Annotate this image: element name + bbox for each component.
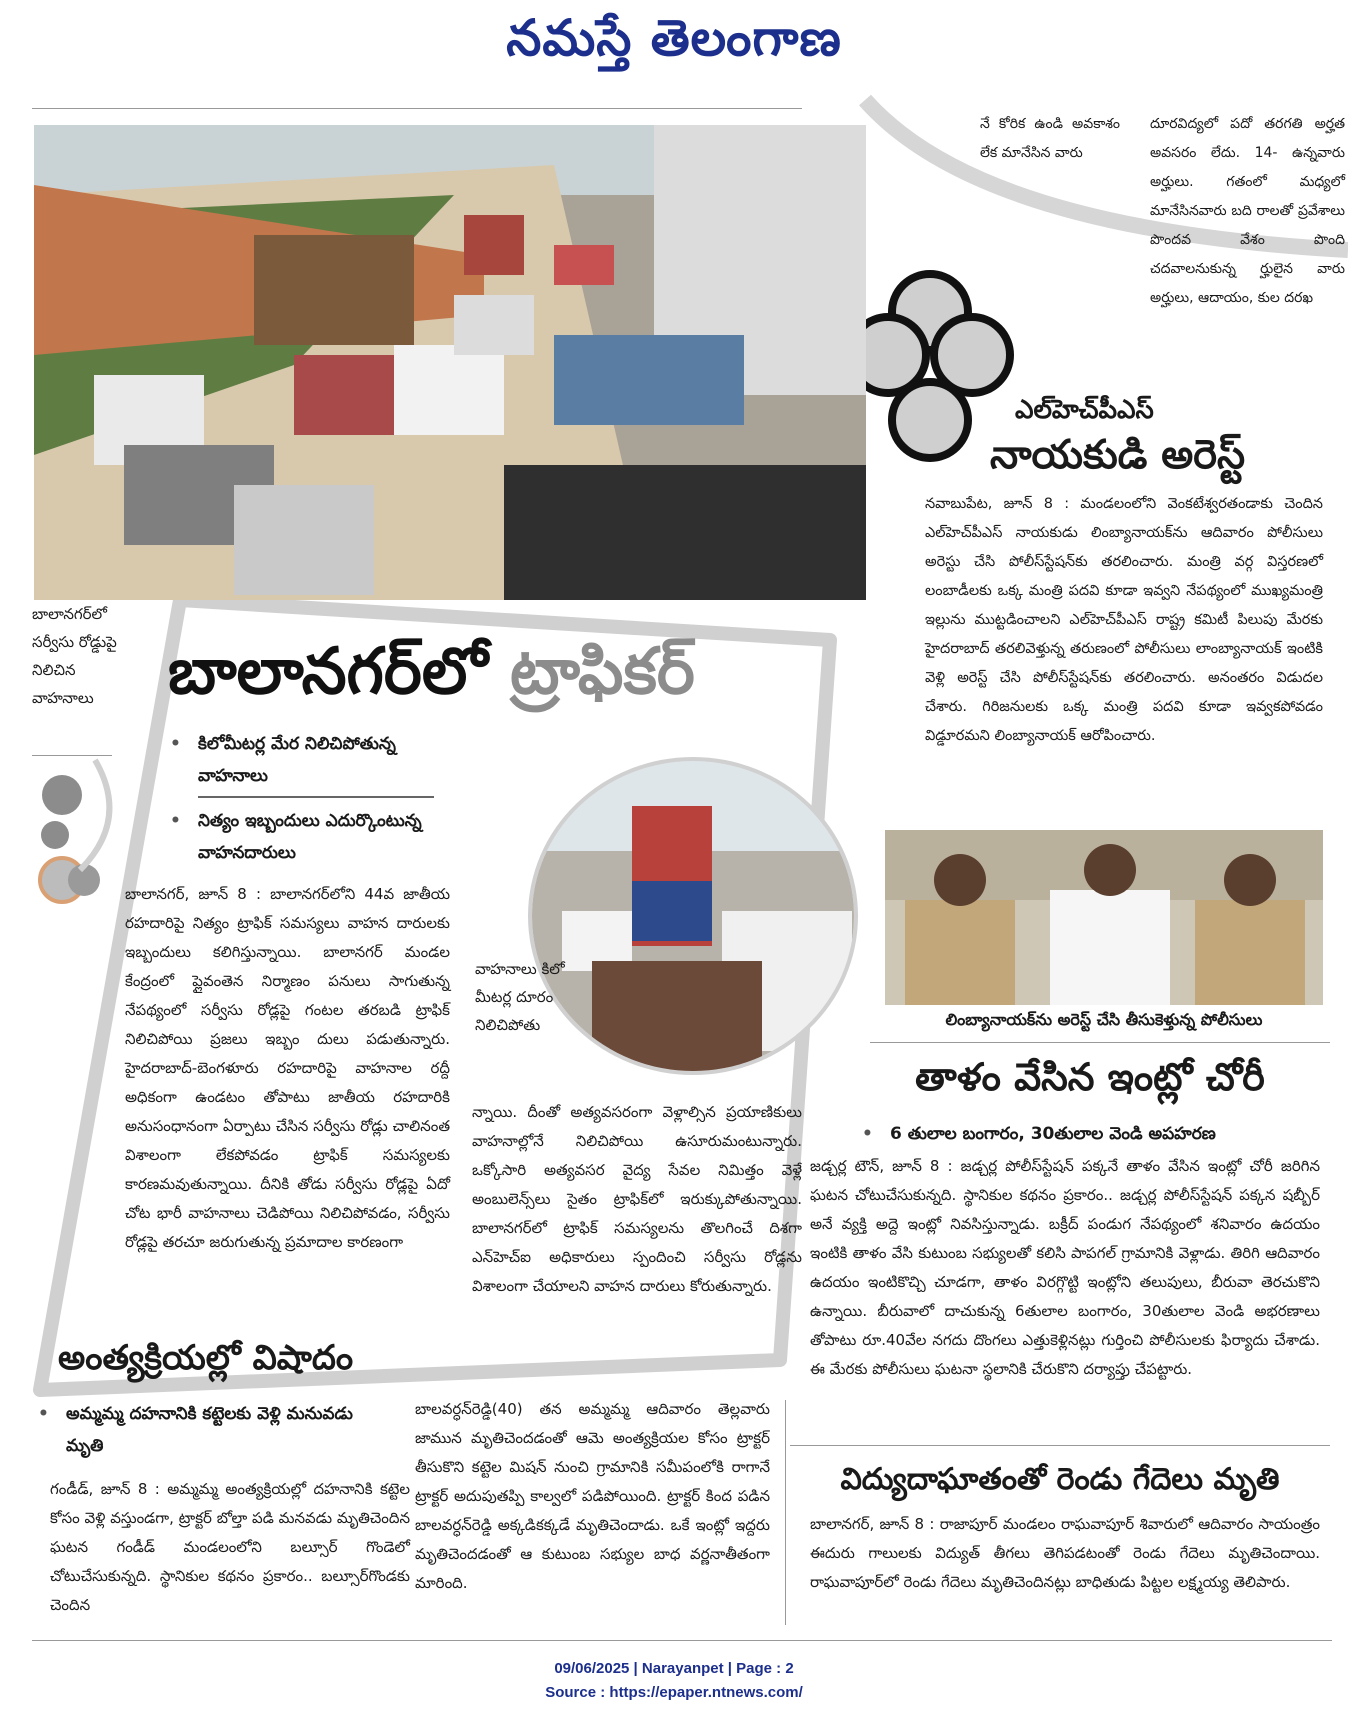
inset-photo-caption: వాహనాలు కిలో మీటర్ల దూరం నిలిచిపోతు <box>475 960 565 1034</box>
caption-rule <box>32 755 112 756</box>
footer-rule <box>32 1640 1332 1641</box>
funeral-headline: అంత్యక్రియల్లో విషాదం <box>58 1338 354 1378</box>
inset-photo-graphic <box>532 761 854 1071</box>
electrocution-rule <box>790 1445 1330 1446</box>
fragment-column-b: దూరవిద్యలో పదో తరగతి అర్హత అవసరం లేదు. 14- ఉన్నవారు అర్హులు. గతంలో మధ్యలో మానేసినవారు బది రాలతో ప్రవేశాలు పొందవ వేశం పొంది చదవాలనుకున్న ర్హులైన వారు అర్హులు, ఆదాయం, కుల దరఖ <box>1150 116 1345 306</box>
main-bullet-2: • నిత్యం ఇబ్బందులు ఎదుర్కొంటున్న వాహనదారులు <box>198 805 488 869</box>
dot-ornament <box>42 775 82 815</box>
curve-ornament <box>80 760 109 870</box>
arrest-rule <box>870 1042 1330 1043</box>
funeral-body-column-1: గండీడ్, జూన్ 8 : అమ్మమ్మ అంత్యక్రియల్లో దహనానికి కట్టెల కోసం వెళ్లి వస్తుండగా, ట్రాక్టర్ బోల్తా పడి మనవడు మృతిచెందిన ఘటన గండీడ్ మండలంలోని బల్సూర్ గొండెలో చోటుచేసుకున్నది. స్థానికుల కథనం ప్రకారం.. బల్సూర్‌గొండకు చెందిన <box>50 1480 410 1614</box>
column-divider <box>785 1400 786 1625</box>
main-body-column-1: బాలానగర్, జూన్ 8 : బాలానగర్‌లోని 44వ జాతీయ రహదారిపై నిత్యం ట్రాఫిక్ సమస్యలు వాహన దారులకు ఇబ్బందులు కలిగిస్తున్నాయి. బాలానగర్ మండల కేంద్రంలో ప్లైవంతెన నిర్మాణం పనులు సాగుతున్న నేపథ్యంలో సర్వీసు రోడ్లపై గంటల తరబడి ట్రాఫిక్ నిలిచిపోయి ప్రజలు ఇబ్బం దులు పడుతున్నారు. హైదరాబాద్-బెంగళూరు రహదారిపై వాహనాల రద్దీ అధికంగా ఉండటం తోపాటు జాతీయ రహదారికి అనుసంధానంగా ఏర్పాటు చేసిన సర్వీసు రోడ్లు చాలినంత విశాలంగా లేకపోవడం ట్రాఫిక్ సమస్యలకు కారణమవుతున్నాయి. దీనికి తోడు సర్వీసు రోడ్లపై ఏదో చోట భారీ వాహనాలు చెడిపోయి నిలిచిపోవడం, సర్వీసు రోడ్లపై తరచూ జరుగుతున్న ప్రమాదాల కారణంగా <box>125 885 450 1251</box>
fragment-column-a: నే కోరిక ఉండి అవకాశం లేక మానేసిన వారు <box>980 116 1120 161</box>
circle-ornament <box>892 382 968 458</box>
main-headline-part1: బాలానగర్‌లో <box>168 635 510 709</box>
footer-source-link[interactable]: Source : https://epaper.ntnews.com/ <box>545 1684 803 1701</box>
electrocution-headline: విద్యుదాఘాతంతో రెండు గేదెలు మృతి <box>840 1462 1280 1497</box>
inset-traffic-photo <box>528 757 858 1075</box>
bullet-rule <box>198 796 434 798</box>
main-bullet-1: • కిలోమీటర్ల మేర నిలిచిపోతున్న వాహనాలు <box>198 728 428 792</box>
main-headline <box>168 635 695 724</box>
footer-date-line: 09/06/2025 | Narayanpet | Page : 2 <box>554 1660 794 1677</box>
traffic-photo-graphic <box>34 125 866 600</box>
theft-headline: తాళం వేసిన ఇంట్లో చోరీ <box>915 1055 1265 1099</box>
traffic-photo-caption: బాలానగర్‌లో సర్వీసు రోడ్డుపై నిలిచిన వాహనాలు <box>32 605 117 707</box>
arrest-photo-graphic <box>885 830 1323 1005</box>
masthead: నమస్తే తెలంగాణ <box>506 8 842 67</box>
theft-bullet: • 6 తులాల బంగారం, 30తులాల వెండి అపహరణ <box>890 1118 1320 1150</box>
dot-ornament <box>41 821 69 849</box>
funeral-body-column-2: బాలవర్ధన్‌రెడ్డి(40) తన అమ్మమ్మ ఆదివారం తెల్లవారు జామున మృతిచెందడంతో ఆమె అంత్యక్రియల కోసం ట్రాక్టర్ తీసుకొని కట్టెల మిషన్ నుంచి గ్రామానికి సమీపంలోకి రాగానే ట్రాక్టర్ అదుపుతప్పి కాల్వలో పడిపోయింది. ట్రాక్టర్ కింద పడిన బాలవర్ధన్‌రెడ్డి అక్కడికక్కడే మృతిచెందాడు. ఒకే ఇంట్లో ఇద్దరు మృతిచెందడంతో ఆ కుటుంబ సభ్యుల బాధ వర్ణనాతీతంగా మారింది. <box>415 1400 770 1592</box>
main-headline-part2: ట్రాఫికర్ <box>509 635 695 709</box>
arrest-headline: నాయకుడి అరెస్ట్ <box>990 432 1246 478</box>
funeral-bullet: • అమ్మమ్మ దహనానికి కట్టెలకు వెళ్లి మనువడు మృతి <box>66 1398 366 1462</box>
main-body-column-2: న్నాయి. దీంతో అత్యవసరంగా వెళ్లాల్సిన ప్రయాణికులు వాహనాల్లోనే నిలిచిపోయి ఉసూరుమంటున్నారు. ఒక్కోసారి అత్యవసర వైద్య సేవల నిమిత్తం వెళ్లే అంబులెన్స్‌లు సైతం ట్రాఫిక్‌లో ఇరుక్కుపోతున్నాయి. బాలానగర్‌లో ట్రాఫిక్ సమస్యలను తొలగించే దిశగా ఎన్‌హెచ్‌ఐ అధికారులు స్పందించి సర్వీసు రోడ్లను విశాలంగా చేయాలని వాహన దారులు కోరుతున్నారు. <box>472 1103 802 1295</box>
theft-body: జడ్చర్ల టౌన్, జూన్ 8 : జడ్చర్ల పోలీస్‌స్టేషన్ పక్కనే తాళం వేసిన ఇంట్లో చోరీ జరిగిన ఘటన చోటుచేసుకున్నది. స్థానికుల కథనం ప్రకారం.. జడ్చర్ల పోలీస్‌స్టేషన్ పక్కన షబ్బీర్ అనే వ్యక్తి అద్దె ఇంట్లో నివసిస్తున్నాడు. బక్రీద్ పండుగ నేపథ్యంలో శనివారం ఉదయం ఇంటికి తాళం వేసి కుటుంబ సభ్యులతో కలిసి పాపగల్ గ్రామానికి వెళ్లాడు. తిరిగి ఆదివారం ఉదయం ఇంటికొచ్చి చూడగా, తాళం విరగ్గొట్టి ఇంట్లోని తలుపులు, బీరువా తెరచుకొని ఉన్నాయి. బీరువాలో దాచుకున్న 6తులాల బంగారం, 30తులాల వెండి అభరణాలు తోపాటు రూ.40వేల నగదు దొంగలు ఎత్తుకెళ్లినట్లు గుర్తించి పోలీసులకు ఫిర్యాదు చేశాడు. ఈ మేరకు పోలీసులు ఘటనా స్థలానికి చేరుకొని దర్యాప్తు చేపట్టారు. <box>810 1157 1320 1378</box>
arrest-photo <box>885 830 1323 1005</box>
electrocution-body: బాలానగర్, జూన్ 8 : రాజాపూర్ మండలం రాఘవాపూర్ శివారులో ఆదివారం సాయంత్రం ఈదురు గాలులకు విద్యుత్ తీగలు తెగిపడటంతో రెండు గేదెలు మృతిచెందాయి. రాఘవాపూర్‌లో రెండు గేదెలు మృతిచెందినట్లు బాధితుడు పిట్టల లక్ష్మయ్య తెలిపారు. <box>810 1515 1320 1591</box>
traffic-photo <box>34 125 866 600</box>
arrest-kicker: ఎల్‌హెచ్‌పీఎస్ <box>1015 395 1154 425</box>
arrest-photo-caption: లింబ్యానాయక్‌ను అరెస్ట్ చేసి తీసుకెళ్తున్న పోలీసులు <box>945 1010 1263 1029</box>
arrest-body: నవాబుపేట, జూన్ 8 : మండలంలోని వెంకటేశ్వరతండాకు చెందిన ఎల్‌హెచ్‌పీఎస్ నాయకుడు లింబ్యానాయక్‌ను ఆదివారం పోలీసులు అరెస్టు చేసి పోలీస్‌స్టేషన్‌కు తరలించారు. మంత్రి వర్గ విస్తరణలో లంబాడీలకు ఒక్క మంత్రి పదవి కూడా ఇవ్వని నేపథ్యంలో ముఖ్యమంత్రి ఇల్లును ముట్టడించాలని ఎల్‌హెచ్‌పీఎస్ రాష్ట్ర కమిటీ పిలుపు మేరకు హైదరాబాద్ తరలివెళ్తున్న తరుణంలో పోలీసులు లాంబ్యానాయక్ ఇంటికి వెళ్లి అరెస్ట్ చేసి పోలీస్‌స్టేషన్‌కు తరలించారు. అనంతరం విడుదల చేశారు. గిరిజనులకు ఒక్క మంత్రి పదవి కూడా ఇవ్వకపోవడం విడ్డూరమని లింబ్యానాయక్ ఆరోపించారు. <box>925 496 1323 744</box>
